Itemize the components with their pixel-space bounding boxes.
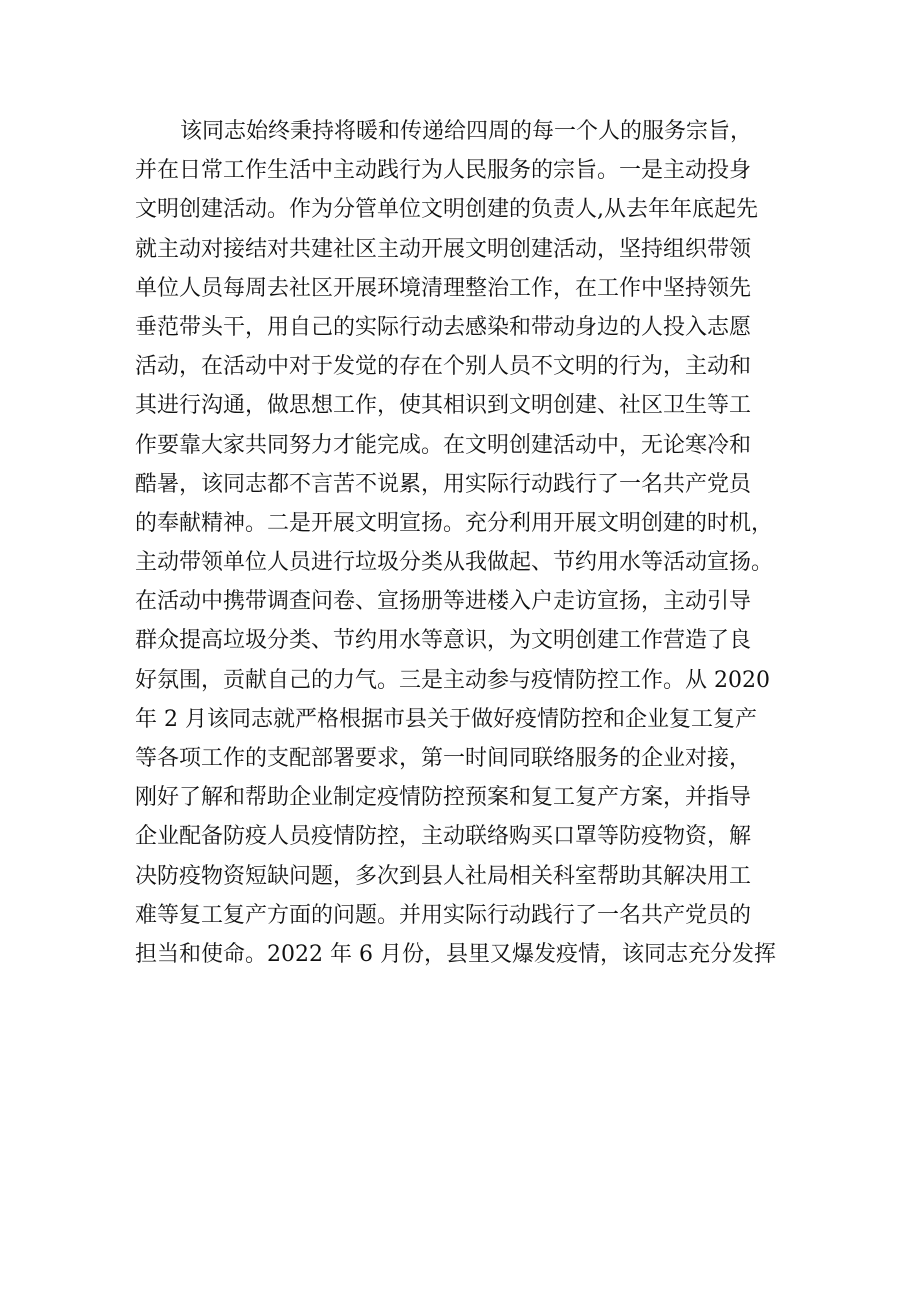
paragraph-line: 刚好了解和帮助企业制定疫情防控预案和复工复产方案，并指导 (135, 785, 752, 811)
paragraph-line: 难等复工复产方面的问题。并用实际行动践行了一名共产党员的 (135, 902, 752, 928)
paragraph-line: 并在日常工作生活中主动践行为人民服务的宗旨。一是主动投身 (135, 158, 752, 184)
paragraph-line: 的奉献精神。二是开展文明宣扬。充分利用开展文明创建的时机， (135, 510, 774, 536)
paragraph-line: 作要靠大家共同努力才能完成。在文明创建活动中，无论寒冷和 (135, 432, 752, 458)
paragraph-line: 其进行沟通，做思想工作，使其相识到文明创建、社区卫生等工 (135, 393, 752, 419)
paragraph-line: 文明创建活动。作为分管单位文明创建的负责人,从去年年底起先 (135, 197, 758, 223)
body-paragraph (135, 112, 805, 974)
paragraph-line: 在活动中携带调查问卷、宣扬册等进楼入户走访宣扬，主动引导 (135, 589, 752, 615)
paragraph-line: 活动，在活动中对于发觉的存在个别人员不文明的行为，主动和 (135, 354, 752, 380)
paragraph-line: 垂范带头干，用自己的实际行动去感染和带动身边的人投入志愿 (135, 314, 752, 340)
paragraph-line: 该同志始终秉持将暖和传递给四周的每一个人的服务宗旨， (180, 119, 753, 144)
paragraph-line: 年 2 月该同志就严格根据市县关于做好疫情防控和企业复工复产 (135, 706, 757, 732)
paragraph-line: 等各项工作的支配部署要求，第一时间同联络服务的企业对接， (135, 746, 752, 771)
paragraph-line: 就主动对接结对共建社区主动开展文明创建活动，坚持组织带领 (135, 236, 752, 262)
paragraph-line: 酷暑，该同志都不言苦不说累，用实际行动践行了一名共产党员 (135, 471, 752, 497)
paragraph-line: 群众提高垃圾分类、节约用水等意识，为文明创建工作营造了良 (135, 628, 752, 654)
paragraph-line: 担当和使命。2022 年 6 月份，县里又爆发疫情，该同志充分发挥 (135, 941, 776, 967)
paragraph-line: 单位人员每周去社区开展环境清理整治工作，在工作中坚持领先 (135, 275, 752, 301)
paragraph-line: 主动带领单位人员进行垃圾分类从我做起、节约用水等活动宣扬。 (135, 550, 774, 576)
paragraph-line: 决防疫物资短缺问题，多次到县人社局相关科室帮助其解决用工 (135, 863, 752, 889)
paragraph-line: 企业配备防疫人员疫情防控，主动联络购买口罩等防疫物资，解 (135, 824, 752, 850)
paragraph-line: 好氛围，贡献自己的力气。三是主动参与疫情防控工作。从 2020 (135, 667, 770, 693)
